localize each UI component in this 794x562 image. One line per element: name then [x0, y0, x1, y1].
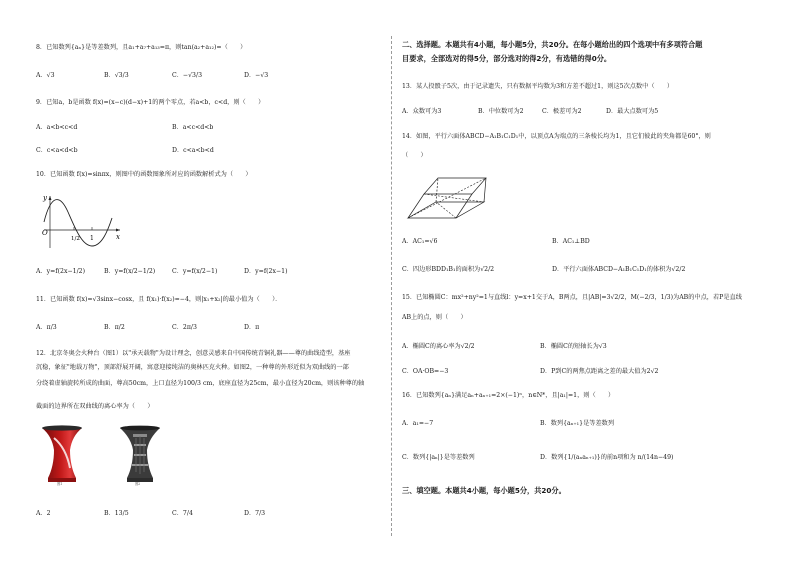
q8-option-c: C．−√3/3 — [172, 72, 203, 79]
q16-option-c: C．数列{|aₙ|}是等差数列 — [402, 454, 475, 461]
q15-option-a: A．椭圆C的离心率为√2/2 — [402, 343, 475, 350]
q13-stem: 13．某人投骰子5次，由于记录遗失，只有数据平均数为3和方差不超过1，则这5次点数中（ ） — [402, 83, 674, 90]
graph-half-label: 1/2 — [71, 236, 80, 242]
q10-option-b: B．y=f(x/2−1/2) — [104, 268, 156, 275]
q12-line-2: 沉稳，象征"地载万物"，顶部舒展开阔，寓意迎接纯洁的奥林匹克火种。如图2，一种尊的外形近似为双曲线的一部 — [36, 364, 349, 371]
q10-option-a: A．y=f(2x−1/2) — [36, 268, 86, 275]
q9-option-c: C．c<a<d<b — [36, 147, 78, 154]
q9-option-a: A．a<b<c<d — [36, 124, 78, 131]
q15-option-d: D．P到C的两焦点距离之差的最大值为2√2 — [540, 368, 659, 375]
q14-option-a: A．AC₁=√6 — [402, 238, 438, 245]
q8-option-d: D．−√3 — [244, 72, 269, 79]
section-2-heading-line-2: 目要求，全部选对的得5分，部分选对的得2分，有选错的得0分。 — [402, 54, 612, 63]
q12-option-b: B．13/5 — [104, 510, 129, 517]
q15-stem-line-1: 15．已知椭圆C：mx²+ny²=1与直线l：y=x+1交于A，B两点，且|AB|=3√2/2，M(−2/3，1/3)为AB的中点，若P是直线 — [402, 294, 742, 301]
q10-stem: 10．已知函数 f(x)=sinπx，则图中的函数图象所对应的函数解析式为（ ） — [36, 171, 252, 178]
q12-line-3: 分绕着虚轴旋转所成的曲面，尊高50cm，上口直径为100/3 cm，底座直径为25cm，最小直径为20cm，则该种尊的轴 — [36, 380, 365, 387]
q11-stem: 11．已知函数 f(x)=√3sinx−cosx，且 f(x₁)·f(x₂)=−4，则|x₁+x₂|的最小值为（ ）． — [36, 296, 282, 303]
column-divider — [391, 36, 392, 536]
q13-option-a: A．众数可为3 — [402, 108, 442, 115]
q14-stem: 14．如图，平行六面体ABCD−A₁B₁C₁D₁中，以顶点A为端点的三条棱长均为1，且它们彼此的夹角都是60°，则 — [402, 133, 711, 140]
q10-option-c: C．y=f(x/2−1) — [172, 268, 218, 275]
q12-option-c: C．7/4 — [172, 510, 193, 517]
q9-stem: 9．已知a，b是函数 f(x)=(x−c)(d−x)+1的两个零点，若a<b，c<d，则（ ） — [36, 99, 265, 106]
q10-option-d: D．y=f(2x−1) — [244, 268, 288, 275]
graph-one-label: 1 — [90, 235, 94, 242]
graph-x-label: x — [116, 233, 120, 241]
q14-option-c: C．四边形BDD₁B₁的面积为√2/2 — [402, 266, 495, 273]
graph-y-label: y — [43, 194, 47, 202]
q16-stem: 16．已知数列{aₙ}满足aₙ+aₙ₊₁=2×(−1)ⁿ，n∈N*，且|a₁|=1，则（ ） — [402, 392, 615, 399]
q14-option-b: B．AC₁⊥BD — [552, 238, 590, 245]
q12-option-d: D．7/3 — [244, 510, 266, 517]
q15-option-c: C．OA·OB=−3 — [402, 368, 449, 375]
q11-option-d: D．π — [244, 324, 260, 331]
bronze-zun-figure-2 — [118, 424, 162, 486]
figure-1-caption: 图1 — [57, 482, 63, 486]
torch-stand-figure-1 — [40, 424, 84, 486]
q12-line-4: 截面的边界所在双曲线的离心率为（ ） — [36, 403, 154, 410]
q9-option-d: D．c<a<b<d — [172, 147, 214, 154]
q8-stem: 8．已知数列{aₙ}是等差数列，且a₁+a₇+a₁₃=π，则tan(a₂+a₁₂)=（ ） — [36, 44, 247, 51]
q13-option-c: C．极差可为2 — [542, 108, 582, 115]
q15-option-b: B．椭圆C的短轴长为√3 — [540, 343, 607, 350]
sine-graph-figure — [38, 190, 124, 252]
q13-option-b: B．中位数可为2 — [478, 108, 524, 115]
q9-option-b: B．a<c<d<b — [172, 124, 214, 131]
section-3-heading: 三、填空题。本题共4小题，每小题5分，共20分。 — [402, 486, 566, 495]
q14-stem-paren: （ ） — [402, 152, 427, 159]
q15-stem-line-2: AB上的点，则（ ） — [402, 314, 467, 321]
q16-option-a: A．a₁=−7 — [402, 420, 434, 427]
graph-origin-label: O — [42, 229, 48, 237]
q8-option-b: B．√3/3 — [104, 72, 129, 79]
section-2-heading-line-1: 二、选择题。本题共有4小题，每小题5分，共20分。在每小题给出的四个选项中有多项符合题 — [402, 40, 703, 49]
q16-option-d: D．数列{1/(aₙaₙ₊₁)}的前n项和为 n/(14n−49) — [540, 454, 674, 461]
q13-option-d: D．最大点数可为5 — [606, 108, 659, 115]
q14-option-d: D．平行六面体ABCD−A₁B₁C₁D₁的体积为√2/2 — [552, 266, 686, 273]
figure-2-caption: 图2 — [135, 482, 141, 486]
parallelepiped-figure — [404, 172, 490, 224]
q8-option-a: A．√3 — [36, 72, 55, 79]
q11-option-c: C．2π/3 — [172, 324, 197, 331]
q11-option-b: B．π/2 — [104, 324, 125, 331]
q12-option-a: A．2 — [36, 510, 51, 517]
q12-line-1: 12．北京冬奥会火种台（图1）以"承天载物"为设计理念，创意灵感来自中国传统青铜礼器——尊的曲线造型，基座 — [36, 350, 351, 357]
q11-option-a: A．π/3 — [36, 324, 57, 331]
q16-option-b: B．数列{aₙ₊₁}是等差数列 — [540, 420, 615, 427]
